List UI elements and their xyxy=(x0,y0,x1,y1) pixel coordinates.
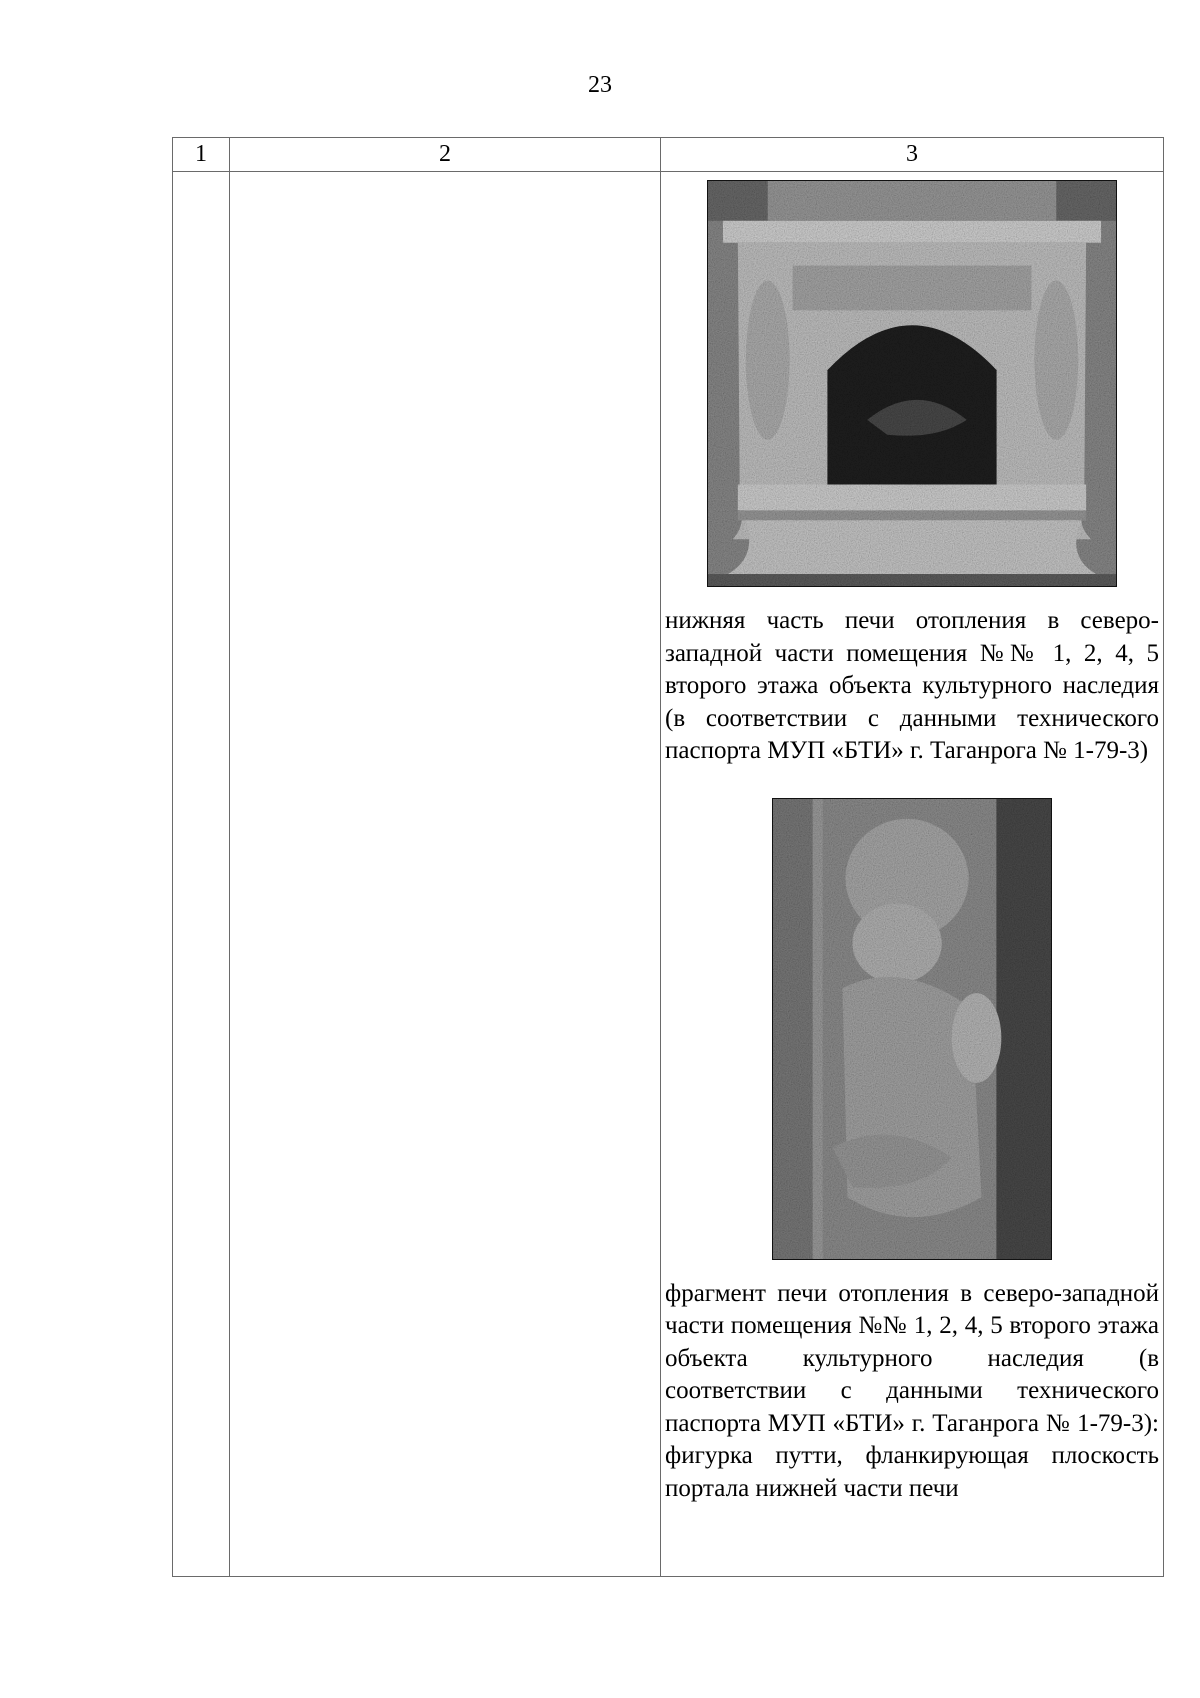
table-header-row xyxy=(173,138,1164,172)
table-row xyxy=(173,172,1164,1577)
column-header-3: 3 xyxy=(661,138,1164,172)
table-cell-photos xyxy=(661,172,1164,1577)
fireplace-caption: нижняя часть печи отопления в северо-западной части помещения №№ 1, 2, 4, 5 второго этажа объекта культурного наследия (в соответствии с данными технического паспорта МУП «БТИ» г. Таганрога № 1-79-3) xyxy=(665,607,1159,764)
document-table xyxy=(172,137,1164,1577)
column-header-1: 1 xyxy=(173,138,230,172)
fireplace-image xyxy=(708,181,1116,586)
column-header-2: 2 xyxy=(230,138,661,172)
putti-photo xyxy=(772,798,1052,1260)
putti-image xyxy=(773,799,1051,1259)
fireplace-photo xyxy=(707,180,1117,587)
putti-caption: фрагмент печи отопления в северо-западной части помещения №№ 1, 2, 4, 5 второго этажа объекта культурного наследия (в соответствии с данными технического паспорта МУП «БТИ» г. Таганрога № 1-79-3): фигурка путти, фланкирующая плоскость портала нижней части печи xyxy=(665,1279,1159,1502)
page-number: 23 xyxy=(588,72,612,98)
table-cell-description xyxy=(230,172,661,1577)
table-cell-number xyxy=(173,172,230,1577)
